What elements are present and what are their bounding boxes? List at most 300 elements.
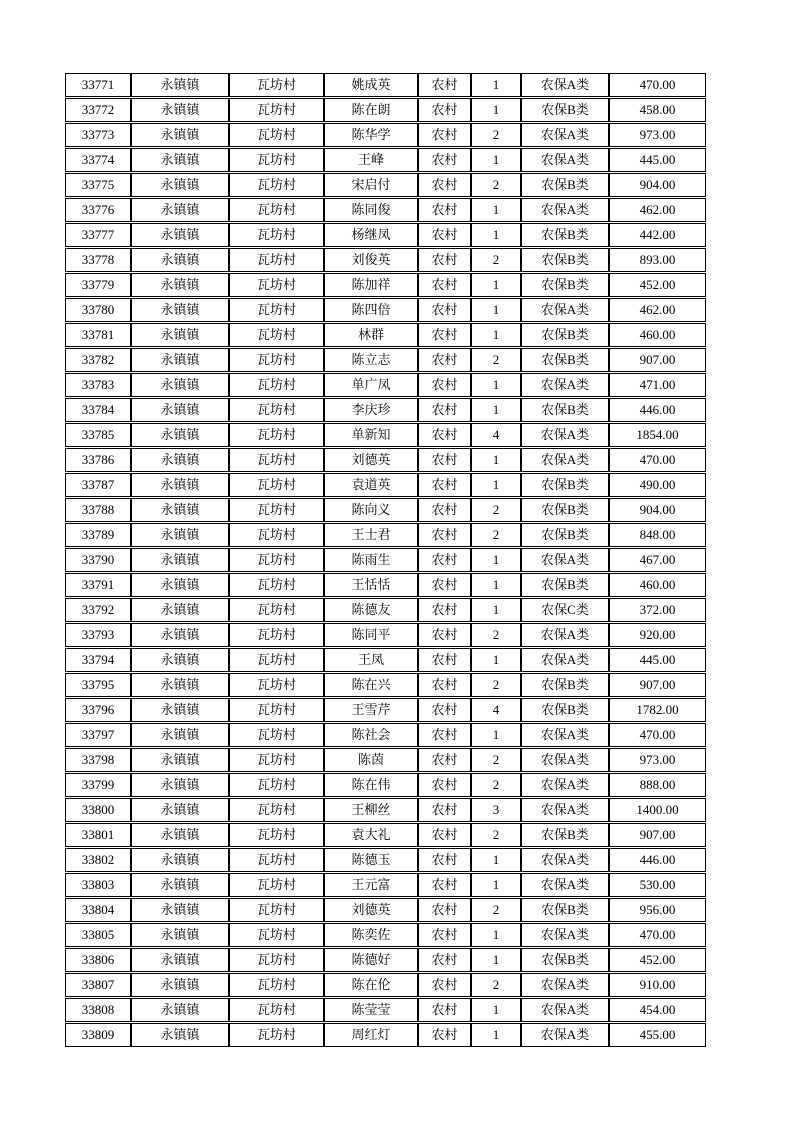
cell-insurance-category: 农保A类 bbox=[521, 423, 609, 447]
cell-amount: 888.00 bbox=[609, 773, 706, 797]
cell-residence-type: 农村 bbox=[418, 598, 471, 622]
cell-residence-type: 农村 bbox=[418, 798, 471, 822]
cell-town: 永镇镇 bbox=[131, 448, 229, 472]
cell-residence-type: 农村 bbox=[418, 473, 471, 497]
cell-person-name: 陈奕佐 bbox=[324, 923, 418, 947]
table-row bbox=[65, 273, 706, 297]
cell-town: 永镇镇 bbox=[131, 98, 229, 122]
cell-person-name: 陈同平 bbox=[324, 623, 418, 647]
cell-village: 瓦坊村 bbox=[229, 773, 324, 797]
cell-village: 瓦坊村 bbox=[229, 298, 324, 322]
cell-village: 瓦坊村 bbox=[229, 798, 324, 822]
cell-person-name: 刘俊英 bbox=[324, 248, 418, 272]
cell-residence-type: 农村 bbox=[418, 1023, 471, 1047]
cell-residence-type: 农村 bbox=[418, 448, 471, 472]
cell-amount: 470.00 bbox=[609, 723, 706, 747]
cell-person-count: 1 bbox=[471, 98, 521, 122]
cell-person-count: 2 bbox=[471, 173, 521, 197]
cell-village: 瓦坊村 bbox=[229, 373, 324, 397]
cell-amount: 1854.00 bbox=[609, 423, 706, 447]
cell-town: 永镇镇 bbox=[131, 248, 229, 272]
cell-town: 永镇镇 bbox=[131, 273, 229, 297]
cell-village: 瓦坊村 bbox=[229, 598, 324, 622]
cell-person-count: 1 bbox=[471, 998, 521, 1022]
cell-serial-number: 33785 bbox=[65, 423, 131, 447]
table-row bbox=[65, 823, 706, 847]
table-row bbox=[65, 473, 706, 497]
cell-person-name: 杨继凤 bbox=[324, 223, 418, 247]
table-row bbox=[65, 998, 706, 1022]
table-row bbox=[65, 723, 706, 747]
cell-amount: 470.00 bbox=[609, 73, 706, 97]
cell-person-count: 2 bbox=[471, 123, 521, 147]
cell-person-name: 陈雨生 bbox=[324, 548, 418, 572]
cell-person-count: 2 bbox=[471, 623, 521, 647]
cell-serial-number: 33798 bbox=[65, 748, 131, 772]
cell-person-name: 李庆珍 bbox=[324, 398, 418, 422]
cell-serial-number: 33790 bbox=[65, 548, 131, 572]
cell-person-count: 2 bbox=[471, 898, 521, 922]
cell-person-name: 陈莹莹 bbox=[324, 998, 418, 1022]
table-row bbox=[65, 898, 706, 922]
cell-serial-number: 33796 bbox=[65, 698, 131, 722]
cell-residence-type: 农村 bbox=[418, 973, 471, 997]
cell-town: 永镇镇 bbox=[131, 73, 229, 97]
cell-person-count: 2 bbox=[471, 523, 521, 547]
cell-residence-type: 农村 bbox=[418, 773, 471, 797]
cell-person-name: 王柳丝 bbox=[324, 798, 418, 822]
cell-serial-number: 33789 bbox=[65, 523, 131, 547]
cell-residence-type: 农村 bbox=[418, 573, 471, 597]
table-row bbox=[65, 123, 706, 147]
cell-person-count: 1 bbox=[471, 198, 521, 222]
cell-amount: 907.00 bbox=[609, 348, 706, 372]
cell-residence-type: 农村 bbox=[418, 898, 471, 922]
cell-residence-type: 农村 bbox=[418, 123, 471, 147]
cell-town: 永镇镇 bbox=[131, 198, 229, 222]
table-row bbox=[65, 198, 706, 222]
cell-person-name: 王元富 bbox=[324, 873, 418, 897]
cell-residence-type: 农村 bbox=[418, 648, 471, 672]
cell-person-name: 陈在伟 bbox=[324, 773, 418, 797]
cell-insurance-category: 农保B类 bbox=[521, 173, 609, 197]
cell-insurance-category: 农保B类 bbox=[521, 948, 609, 972]
cell-amount: 904.00 bbox=[609, 498, 706, 522]
cell-village: 瓦坊村 bbox=[229, 198, 324, 222]
cell-serial-number: 33791 bbox=[65, 573, 131, 597]
cell-town: 永镇镇 bbox=[131, 148, 229, 172]
cell-serial-number: 33802 bbox=[65, 848, 131, 872]
cell-residence-type: 农村 bbox=[418, 723, 471, 747]
cell-village: 瓦坊村 bbox=[229, 898, 324, 922]
cell-town: 永镇镇 bbox=[131, 123, 229, 147]
cell-insurance-category: 农保A类 bbox=[521, 73, 609, 97]
table-row bbox=[65, 173, 706, 197]
table-row bbox=[65, 548, 706, 572]
table-row bbox=[65, 1023, 706, 1047]
table-row bbox=[65, 523, 706, 547]
cell-insurance-category: 农保A类 bbox=[521, 198, 609, 222]
cell-amount: 470.00 bbox=[609, 448, 706, 472]
cell-serial-number: 33786 bbox=[65, 448, 131, 472]
cell-serial-number: 33780 bbox=[65, 298, 131, 322]
cell-insurance-category: 农保A类 bbox=[521, 998, 609, 1022]
cell-village: 瓦坊村 bbox=[229, 273, 324, 297]
table-row bbox=[65, 223, 706, 247]
cell-town: 永镇镇 bbox=[131, 1023, 229, 1047]
cell-insurance-category: 农保B类 bbox=[521, 898, 609, 922]
cell-amount: 446.00 bbox=[609, 398, 706, 422]
cell-person-count: 1 bbox=[471, 398, 521, 422]
cell-village: 瓦坊村 bbox=[229, 1023, 324, 1047]
cell-insurance-category: 农保A类 bbox=[521, 123, 609, 147]
cell-insurance-category: 农保A类 bbox=[521, 798, 609, 822]
cell-serial-number: 33784 bbox=[65, 398, 131, 422]
cell-person-count: 4 bbox=[471, 698, 521, 722]
cell-serial-number: 33795 bbox=[65, 673, 131, 697]
cell-village: 瓦坊村 bbox=[229, 123, 324, 147]
cell-amount: 907.00 bbox=[609, 673, 706, 697]
cell-person-name: 袁大礼 bbox=[324, 823, 418, 847]
cell-town: 永镇镇 bbox=[131, 973, 229, 997]
cell-insurance-category: 农保A类 bbox=[521, 448, 609, 472]
cell-serial-number: 33775 bbox=[65, 173, 131, 197]
cell-person-count: 1 bbox=[471, 873, 521, 897]
cell-residence-type: 农村 bbox=[418, 348, 471, 372]
cell-village: 瓦坊村 bbox=[229, 648, 324, 672]
cell-person-name: 陈同俊 bbox=[324, 198, 418, 222]
cell-person-name: 陈茵 bbox=[324, 748, 418, 772]
table-row bbox=[65, 973, 706, 997]
cell-town: 永镇镇 bbox=[131, 898, 229, 922]
cell-residence-type: 农村 bbox=[418, 298, 471, 322]
cell-residence-type: 农村 bbox=[418, 523, 471, 547]
cell-person-name: 刘德英 bbox=[324, 898, 418, 922]
cell-insurance-category: 农保B类 bbox=[521, 473, 609, 497]
cell-serial-number: 33804 bbox=[65, 898, 131, 922]
cell-serial-number: 33773 bbox=[65, 123, 131, 147]
cell-serial-number: 33777 bbox=[65, 223, 131, 247]
cell-town: 永镇镇 bbox=[131, 423, 229, 447]
table-row bbox=[65, 573, 706, 597]
cell-town: 永镇镇 bbox=[131, 998, 229, 1022]
cell-person-count: 2 bbox=[471, 748, 521, 772]
cell-residence-type: 农村 bbox=[418, 848, 471, 872]
cell-residence-type: 农村 bbox=[418, 423, 471, 447]
cell-serial-number: 33801 bbox=[65, 823, 131, 847]
cell-person-name: 王雪芹 bbox=[324, 698, 418, 722]
cell-insurance-category: 农保A类 bbox=[521, 873, 609, 897]
cell-residence-type: 农村 bbox=[418, 323, 471, 347]
cell-serial-number: 33797 bbox=[65, 723, 131, 747]
cell-amount: 907.00 bbox=[609, 823, 706, 847]
cell-village: 瓦坊村 bbox=[229, 848, 324, 872]
table-body bbox=[65, 73, 706, 1047]
cell-amount: 490.00 bbox=[609, 473, 706, 497]
cell-person-count: 2 bbox=[471, 973, 521, 997]
cell-person-count: 1 bbox=[471, 373, 521, 397]
cell-amount: 462.00 bbox=[609, 298, 706, 322]
cell-town: 永镇镇 bbox=[131, 298, 229, 322]
cell-town: 永镇镇 bbox=[131, 473, 229, 497]
cell-village: 瓦坊村 bbox=[229, 448, 324, 472]
cell-amount: 1782.00 bbox=[609, 698, 706, 722]
cell-residence-type: 农村 bbox=[418, 73, 471, 97]
cell-amount: 973.00 bbox=[609, 123, 706, 147]
cell-person-count: 4 bbox=[471, 423, 521, 447]
table-row bbox=[65, 948, 706, 972]
cell-town: 永镇镇 bbox=[131, 798, 229, 822]
table-row bbox=[65, 373, 706, 397]
cell-serial-number: 33778 bbox=[65, 248, 131, 272]
cell-village: 瓦坊村 bbox=[229, 948, 324, 972]
cell-insurance-category: 农保B类 bbox=[521, 398, 609, 422]
cell-town: 永镇镇 bbox=[131, 698, 229, 722]
cell-amount: 452.00 bbox=[609, 948, 706, 972]
cell-person-name: 陈在伦 bbox=[324, 973, 418, 997]
cell-insurance-category: 农保B类 bbox=[521, 523, 609, 547]
cell-person-count: 1 bbox=[471, 323, 521, 347]
cell-person-name: 陈德友 bbox=[324, 598, 418, 622]
cell-insurance-category: 农保B类 bbox=[521, 98, 609, 122]
cell-amount: 445.00 bbox=[609, 148, 706, 172]
table-row bbox=[65, 423, 706, 447]
cell-residence-type: 农村 bbox=[418, 998, 471, 1022]
cell-village: 瓦坊村 bbox=[229, 973, 324, 997]
cell-person-count: 1 bbox=[471, 948, 521, 972]
cell-town: 永镇镇 bbox=[131, 323, 229, 347]
cell-insurance-category: 农保B类 bbox=[521, 698, 609, 722]
cell-insurance-category: 农保A类 bbox=[521, 848, 609, 872]
cell-village: 瓦坊村 bbox=[229, 548, 324, 572]
cell-village: 瓦坊村 bbox=[229, 723, 324, 747]
cell-residence-type: 农村 bbox=[418, 373, 471, 397]
cell-person-name: 单广凤 bbox=[324, 373, 418, 397]
cell-person-count: 2 bbox=[471, 348, 521, 372]
cell-village: 瓦坊村 bbox=[229, 398, 324, 422]
cell-residence-type: 农村 bbox=[418, 198, 471, 222]
cell-person-name: 周红灯 bbox=[324, 1023, 418, 1047]
cell-serial-number: 33772 bbox=[65, 98, 131, 122]
cell-amount: 446.00 bbox=[609, 848, 706, 872]
cell-residence-type: 农村 bbox=[418, 873, 471, 897]
cell-serial-number: 33779 bbox=[65, 273, 131, 297]
cell-insurance-category: 农保B类 bbox=[521, 248, 609, 272]
cell-village: 瓦坊村 bbox=[229, 423, 324, 447]
table-row bbox=[65, 798, 706, 822]
cell-insurance-category: 农保B类 bbox=[521, 673, 609, 697]
cell-person-name: 刘德英 bbox=[324, 448, 418, 472]
cell-amount: 470.00 bbox=[609, 923, 706, 947]
cell-serial-number: 33808 bbox=[65, 998, 131, 1022]
cell-village: 瓦坊村 bbox=[229, 623, 324, 647]
cell-amount: 1400.00 bbox=[609, 798, 706, 822]
cell-residence-type: 农村 bbox=[418, 623, 471, 647]
cell-insurance-category: 农保A类 bbox=[521, 1023, 609, 1047]
cell-village: 瓦坊村 bbox=[229, 323, 324, 347]
cell-person-name: 王士君 bbox=[324, 523, 418, 547]
cell-residence-type: 农村 bbox=[418, 673, 471, 697]
cell-amount: 460.00 bbox=[609, 323, 706, 347]
cell-town: 永镇镇 bbox=[131, 923, 229, 947]
cell-serial-number: 33782 bbox=[65, 348, 131, 372]
table-row bbox=[65, 873, 706, 897]
cell-town: 永镇镇 bbox=[131, 398, 229, 422]
cell-person-count: 1 bbox=[471, 548, 521, 572]
cell-village: 瓦坊村 bbox=[229, 223, 324, 247]
cell-serial-number: 33800 bbox=[65, 798, 131, 822]
cell-person-name: 袁道英 bbox=[324, 473, 418, 497]
table-row bbox=[65, 848, 706, 872]
cell-insurance-category: 农保A类 bbox=[521, 723, 609, 747]
table-row bbox=[65, 248, 706, 272]
cell-amount: 467.00 bbox=[609, 548, 706, 572]
cell-person-count: 1 bbox=[471, 473, 521, 497]
table-row bbox=[65, 623, 706, 647]
cell-town: 永镇镇 bbox=[131, 723, 229, 747]
cell-person-name: 陈德好 bbox=[324, 948, 418, 972]
cell-serial-number: 33776 bbox=[65, 198, 131, 222]
cell-amount: 848.00 bbox=[609, 523, 706, 547]
cell-serial-number: 33793 bbox=[65, 623, 131, 647]
cell-person-name: 陈向义 bbox=[324, 498, 418, 522]
cell-person-count: 1 bbox=[471, 1023, 521, 1047]
table-row bbox=[65, 398, 706, 422]
cell-insurance-category: 农保A类 bbox=[521, 773, 609, 797]
cell-residence-type: 农村 bbox=[418, 223, 471, 247]
cell-person-count: 1 bbox=[471, 573, 521, 597]
cell-town: 永镇镇 bbox=[131, 498, 229, 522]
cell-insurance-category: 农保A类 bbox=[521, 648, 609, 672]
cell-serial-number: 33771 bbox=[65, 73, 131, 97]
cell-amount: 442.00 bbox=[609, 223, 706, 247]
table-row bbox=[65, 73, 706, 97]
cell-amount: 455.00 bbox=[609, 1023, 706, 1047]
cell-person-count: 1 bbox=[471, 923, 521, 947]
cell-town: 永镇镇 bbox=[131, 523, 229, 547]
cell-insurance-category: 农保B类 bbox=[521, 348, 609, 372]
cell-person-count: 1 bbox=[471, 648, 521, 672]
cell-amount: 462.00 bbox=[609, 198, 706, 222]
cell-person-name: 陈在朗 bbox=[324, 98, 418, 122]
cell-insurance-category: 农保B类 bbox=[521, 823, 609, 847]
insurance-subsidy-table bbox=[65, 72, 706, 1048]
cell-person-count: 1 bbox=[471, 73, 521, 97]
table-row bbox=[65, 298, 706, 322]
cell-person-name: 陈在兴 bbox=[324, 673, 418, 697]
cell-amount: 445.00 bbox=[609, 648, 706, 672]
cell-person-count: 2 bbox=[471, 248, 521, 272]
cell-residence-type: 农村 bbox=[418, 273, 471, 297]
cell-amount: 920.00 bbox=[609, 623, 706, 647]
cell-insurance-category: 农保A类 bbox=[521, 148, 609, 172]
cell-village: 瓦坊村 bbox=[229, 673, 324, 697]
cell-person-name: 陈加祥 bbox=[324, 273, 418, 297]
table-row bbox=[65, 348, 706, 372]
cell-person-count: 1 bbox=[471, 148, 521, 172]
cell-residence-type: 农村 bbox=[418, 948, 471, 972]
cell-person-count: 3 bbox=[471, 798, 521, 822]
cell-residence-type: 农村 bbox=[418, 398, 471, 422]
cell-amount: 458.00 bbox=[609, 98, 706, 122]
table-row bbox=[65, 698, 706, 722]
table-row bbox=[65, 498, 706, 522]
cell-town: 永镇镇 bbox=[131, 623, 229, 647]
table-row bbox=[65, 98, 706, 122]
cell-town: 永镇镇 bbox=[131, 773, 229, 797]
cell-person-name: 单新知 bbox=[324, 423, 418, 447]
cell-person-name: 姚成英 bbox=[324, 73, 418, 97]
cell-town: 永镇镇 bbox=[131, 748, 229, 772]
cell-insurance-category: 农保C类 bbox=[521, 598, 609, 622]
cell-insurance-category: 农保B类 bbox=[521, 573, 609, 597]
cell-serial-number: 33792 bbox=[65, 598, 131, 622]
cell-residence-type: 农村 bbox=[418, 748, 471, 772]
cell-person-name: 王峰 bbox=[324, 148, 418, 172]
cell-amount: 530.00 bbox=[609, 873, 706, 897]
cell-amount: 372.00 bbox=[609, 598, 706, 622]
cell-person-name: 陈四倍 bbox=[324, 298, 418, 322]
table-row bbox=[65, 648, 706, 672]
cell-insurance-category: 农保A类 bbox=[521, 298, 609, 322]
cell-amount: 904.00 bbox=[609, 173, 706, 197]
cell-person-count: 1 bbox=[471, 448, 521, 472]
cell-serial-number: 33809 bbox=[65, 1023, 131, 1047]
cell-insurance-category: 农保A类 bbox=[521, 973, 609, 997]
cell-person-name: 王凤 bbox=[324, 648, 418, 672]
cell-person-count: 2 bbox=[471, 673, 521, 697]
cell-town: 永镇镇 bbox=[131, 548, 229, 572]
cell-serial-number: 33807 bbox=[65, 973, 131, 997]
cell-insurance-category: 农保A类 bbox=[521, 748, 609, 772]
cell-amount: 452.00 bbox=[609, 273, 706, 297]
table-row bbox=[65, 148, 706, 172]
cell-town: 永镇镇 bbox=[131, 673, 229, 697]
cell-amount: 973.00 bbox=[609, 748, 706, 772]
cell-town: 永镇镇 bbox=[131, 348, 229, 372]
cell-village: 瓦坊村 bbox=[229, 923, 324, 947]
cell-village: 瓦坊村 bbox=[229, 173, 324, 197]
cell-town: 永镇镇 bbox=[131, 598, 229, 622]
cell-serial-number: 33803 bbox=[65, 873, 131, 897]
cell-insurance-category: 农保B类 bbox=[521, 223, 609, 247]
cell-town: 永镇镇 bbox=[131, 948, 229, 972]
cell-serial-number: 33788 bbox=[65, 498, 131, 522]
cell-residence-type: 农村 bbox=[418, 148, 471, 172]
cell-person-count: 2 bbox=[471, 823, 521, 847]
cell-town: 永镇镇 bbox=[131, 873, 229, 897]
cell-residence-type: 农村 bbox=[418, 98, 471, 122]
cell-person-count: 1 bbox=[471, 298, 521, 322]
cell-residence-type: 农村 bbox=[418, 498, 471, 522]
cell-amount: 893.00 bbox=[609, 248, 706, 272]
cell-person-name: 王恬恬 bbox=[324, 573, 418, 597]
cell-village: 瓦坊村 bbox=[229, 248, 324, 272]
cell-village: 瓦坊村 bbox=[229, 523, 324, 547]
table-row bbox=[65, 323, 706, 347]
cell-person-count: 1 bbox=[471, 273, 521, 297]
cell-person-count: 1 bbox=[471, 848, 521, 872]
cell-village: 瓦坊村 bbox=[229, 573, 324, 597]
cell-person-name: 陈德玉 bbox=[324, 848, 418, 872]
cell-person-count: 1 bbox=[471, 223, 521, 247]
cell-village: 瓦坊村 bbox=[229, 748, 324, 772]
cell-serial-number: 33787 bbox=[65, 473, 131, 497]
cell-amount: 454.00 bbox=[609, 998, 706, 1022]
cell-person-name: 林群 bbox=[324, 323, 418, 347]
cell-amount: 471.00 bbox=[609, 373, 706, 397]
table-row bbox=[65, 773, 706, 797]
